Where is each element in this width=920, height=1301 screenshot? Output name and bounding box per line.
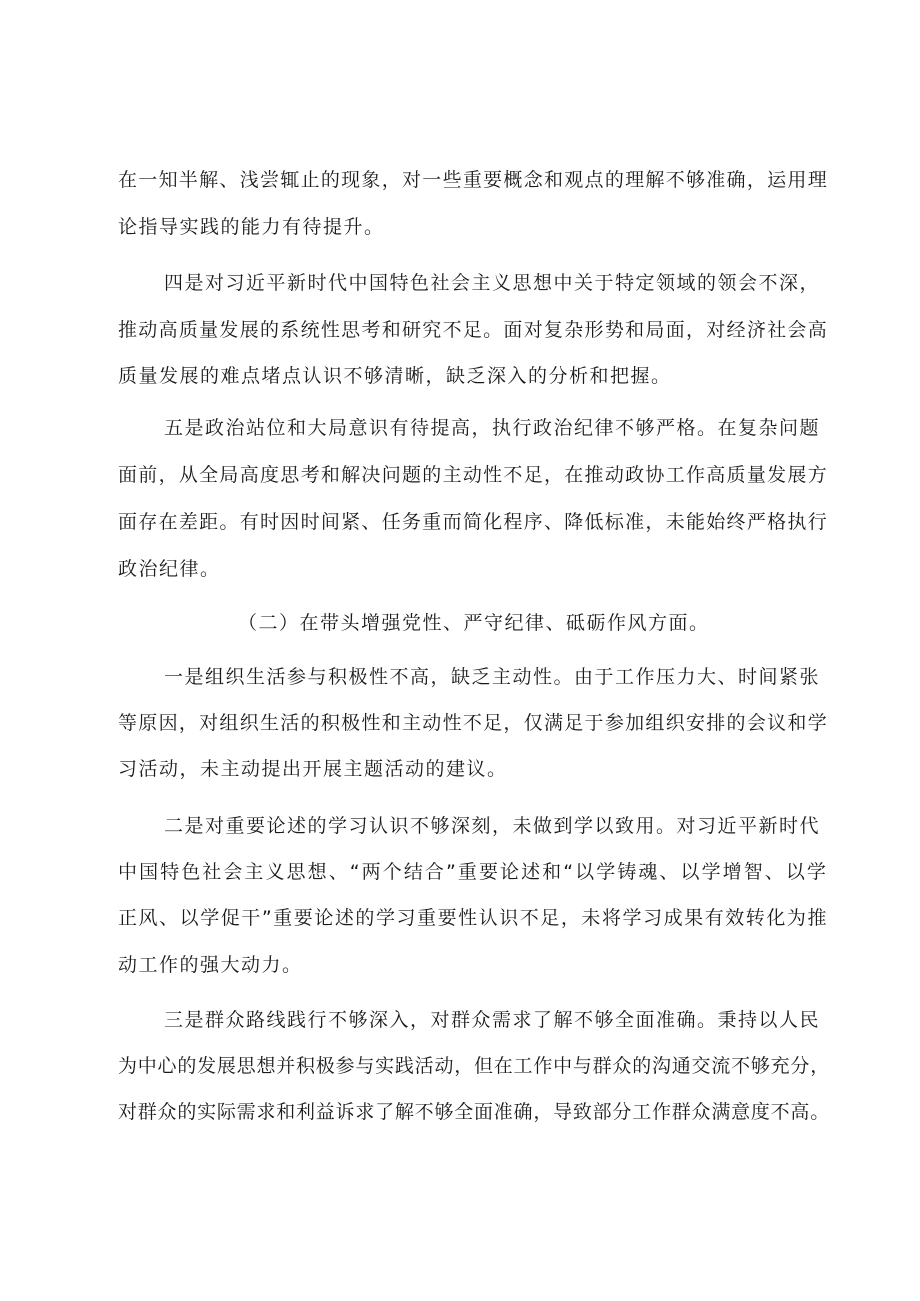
- paragraph-line: 面存在差距。有时因时间紧、任务重而简化程序、降低标准，未能始终严格执行: [118, 511, 828, 533]
- paragraph-line: 习活动，未主动提出开展主题活动的建议。: [118, 758, 508, 780]
- paragraph-line: 动工作的强大动力。: [118, 954, 303, 976]
- paragraph-line: 质量发展的难点堵点认识不够清晰，缺乏深入的分析和把握。: [118, 365, 672, 387]
- paragraph-line: 推动高质量发展的系统性思考和研究不足。面对复杂形势和局面，对经济社会高: [118, 319, 828, 341]
- paragraph-line: 二是对重要论述的学习认识不够深刻，未做到学以致用。对习近平新时代: [164, 815, 821, 837]
- paragraph-line: 中国特色社会主义思想、“两个结合”重要论述和“以学铸魂、以学增智、以学: [118, 861, 828, 883]
- paragraph-line: 为中心的发展思想并积极参与实践活动，但在工作中与群众的沟通交流不够充分，: [118, 1055, 830, 1077]
- paragraph-line: 政治纪律。: [118, 558, 221, 580]
- paragraph-line: 等原因，对组织生活的积极性和主动性不足，仅满足于参加组织安排的会议和学: [118, 712, 828, 734]
- paragraph-line: 面前，从全局高度思考和解决问题的主动性不足，在推动政协工作高质量发展方: [118, 464, 828, 486]
- paragraph-line: 四是对习近平新时代中国特色社会主义思想中关于特定领域的领会不深，: [164, 272, 821, 294]
- paragraph-line: 三是群众路线践行不够深入，对群众需求了解不够全面准确。秉持以人民: [164, 1009, 821, 1031]
- paragraph-line: 对群众的实际需求和利益诉求了解不够全面准确，导致部分工作群众满意度不高。: [118, 1101, 830, 1123]
- paragraph-line: 五是政治站位和大局意识有待提高，执行政治纪律不够严格。在复杂问题: [164, 417, 821, 439]
- section-heading: （二）在带头增强党性、严守纪律、砥砺作风方面。: [238, 612, 710, 634]
- paragraph-line: 论指导实践的能力有待提升。: [118, 216, 385, 238]
- paragraph-line: 一是组织生活参与积极性不高，缺乏主动性。由于工作压力大、时间紧张: [164, 666, 821, 688]
- paragraph-line: 在一知半解、浅尝辄止的现象，对一些重要概念和观点的理解不够准确，运用理: [118, 169, 828, 191]
- paragraph-line: 正风、以学促干”重要论述的学习重要性认识不足，未将学习成果有效转化为推: [118, 907, 828, 929]
